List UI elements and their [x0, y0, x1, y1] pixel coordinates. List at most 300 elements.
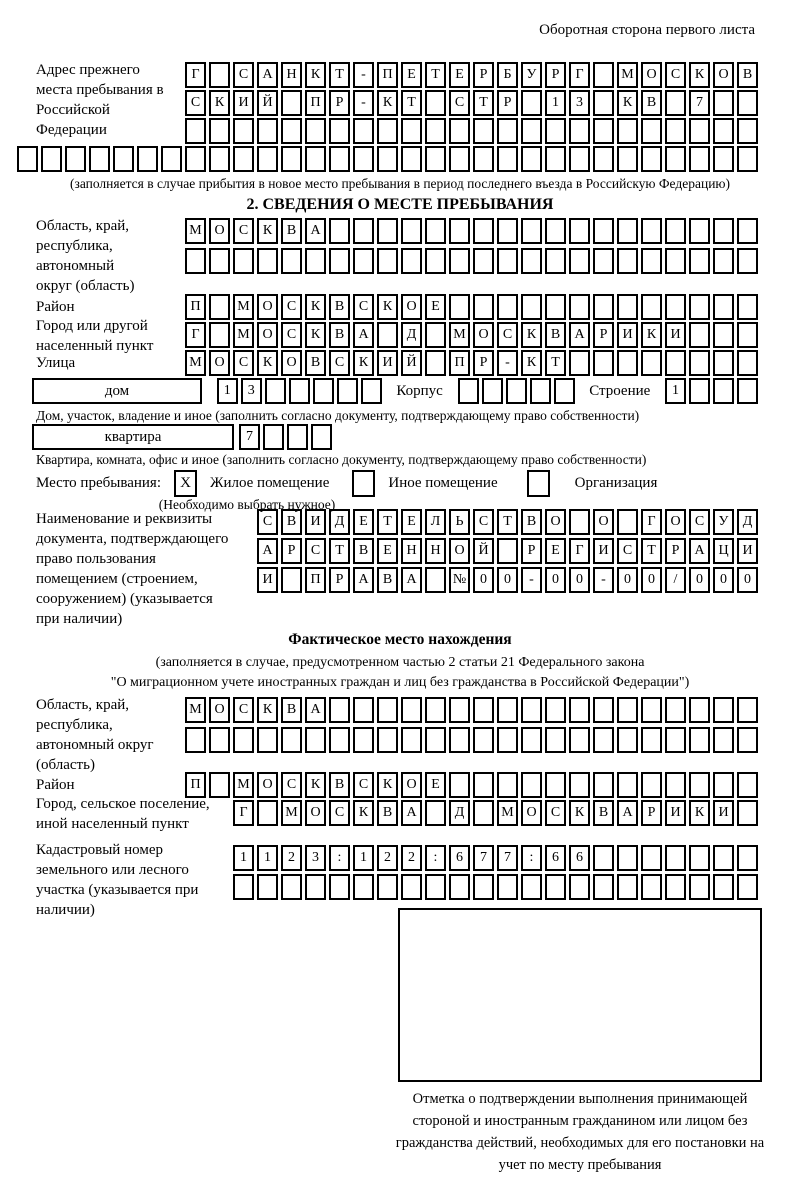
char-box[interactable]	[473, 218, 494, 244]
char-box[interactable]: К	[689, 62, 710, 88]
char-box[interactable]	[265, 378, 286, 404]
char-box[interactable]	[473, 727, 494, 753]
char-box[interactable]	[689, 727, 710, 753]
char-box[interactable]: А	[689, 538, 710, 564]
stay-option-organization-checkbox[interactable]	[527, 470, 550, 497]
char-box[interactable]: Т	[545, 350, 566, 376]
char-box[interactable]: Т	[497, 509, 518, 535]
char-box[interactable]: М	[185, 350, 206, 376]
char-box[interactable]: Н	[425, 538, 446, 564]
char-box[interactable]: К	[353, 800, 374, 826]
char-box[interactable]	[482, 378, 503, 404]
char-box[interactable]	[569, 727, 590, 753]
char-box[interactable]	[305, 727, 326, 753]
char-box[interactable]: Й	[401, 350, 422, 376]
char-box[interactable]	[329, 118, 350, 144]
char-box[interactable]: /	[665, 567, 686, 593]
char-box[interactable]: С	[473, 509, 494, 535]
char-box[interactable]: К	[377, 294, 398, 320]
char-box[interactable]	[497, 538, 518, 564]
char-box[interactable]	[263, 424, 284, 450]
char-box[interactable]: С	[233, 218, 254, 244]
char-box[interactable]	[425, 727, 446, 753]
char-box[interactable]	[305, 874, 326, 900]
char-box[interactable]	[593, 350, 614, 376]
char-box[interactable]	[257, 248, 278, 274]
char-box[interactable]: О	[401, 772, 422, 798]
char-box[interactable]	[449, 697, 470, 723]
char-box[interactable]	[569, 772, 590, 798]
char-box[interactable]: О	[641, 62, 662, 88]
char-box[interactable]: 7	[689, 90, 710, 116]
char-box[interactable]: И	[593, 538, 614, 564]
char-box[interactable]	[713, 146, 734, 172]
char-box[interactable]	[713, 845, 734, 871]
char-box[interactable]	[473, 294, 494, 320]
char-box[interactable]	[209, 62, 230, 88]
char-box[interactable]: Й	[257, 90, 278, 116]
char-box[interactable]	[737, 350, 758, 376]
char-box[interactable]: 1	[665, 378, 686, 404]
char-box[interactable]: Ц	[713, 538, 734, 564]
char-box[interactable]: С	[665, 62, 686, 88]
char-box[interactable]	[617, 772, 638, 798]
char-box[interactable]	[545, 697, 566, 723]
char-box[interactable]	[641, 350, 662, 376]
char-box[interactable]	[689, 378, 710, 404]
char-box[interactable]: И	[665, 322, 686, 348]
char-box[interactable]	[425, 146, 446, 172]
char-box[interactable]: О	[209, 697, 230, 723]
char-box[interactable]: О	[209, 350, 230, 376]
char-box[interactable]	[401, 697, 422, 723]
char-box[interactable]: Р	[545, 62, 566, 88]
char-box[interactable]: М	[185, 218, 206, 244]
char-box[interactable]	[209, 322, 230, 348]
char-box[interactable]	[641, 727, 662, 753]
char-box[interactable]	[713, 727, 734, 753]
char-box[interactable]	[521, 294, 542, 320]
char-box[interactable]	[569, 146, 590, 172]
char-box[interactable]: О	[449, 538, 470, 564]
char-box[interactable]: -	[593, 567, 614, 593]
char-box[interactable]	[530, 378, 551, 404]
char-box[interactable]	[593, 146, 614, 172]
char-box[interactable]: Б	[497, 62, 518, 88]
char-box[interactable]: У	[521, 62, 542, 88]
char-box[interactable]	[89, 146, 110, 172]
char-box[interactable]	[617, 727, 638, 753]
char-box[interactable]: С	[449, 90, 470, 116]
char-box[interactable]: 2	[281, 845, 302, 871]
char-box[interactable]: 0	[497, 567, 518, 593]
char-box[interactable]	[521, 118, 542, 144]
char-box[interactable]: -	[353, 90, 374, 116]
char-box[interactable]: Г	[569, 538, 590, 564]
char-box[interactable]: Д	[737, 509, 758, 535]
char-box[interactable]	[737, 727, 758, 753]
char-box[interactable]: С	[353, 294, 374, 320]
char-box[interactable]: К	[257, 218, 278, 244]
char-box[interactable]	[449, 248, 470, 274]
char-box[interactable]	[521, 772, 542, 798]
char-box[interactable]: В	[281, 509, 302, 535]
char-box[interactable]: П	[449, 350, 470, 376]
char-box[interactable]	[233, 146, 254, 172]
char-box[interactable]: Р	[665, 538, 686, 564]
char-box[interactable]	[497, 874, 518, 900]
char-box[interactable]	[737, 218, 758, 244]
char-box[interactable]	[569, 118, 590, 144]
char-box[interactable]: 7	[497, 845, 518, 871]
char-box[interactable]	[401, 146, 422, 172]
char-box[interactable]	[377, 697, 398, 723]
char-box[interactable]	[689, 218, 710, 244]
char-box[interactable]: Р	[329, 567, 350, 593]
char-box[interactable]: К	[641, 322, 662, 348]
char-box[interactable]: А	[257, 538, 278, 564]
char-box[interactable]: С	[257, 509, 278, 535]
char-box[interactable]	[497, 248, 518, 274]
char-box[interactable]	[593, 218, 614, 244]
char-box[interactable]	[521, 146, 542, 172]
char-box[interactable]	[353, 218, 374, 244]
char-box[interactable]	[545, 294, 566, 320]
char-box[interactable]	[185, 248, 206, 274]
char-box[interactable]: М	[497, 800, 518, 826]
char-box[interactable]	[161, 146, 182, 172]
char-box[interactable]: О	[473, 322, 494, 348]
char-box[interactable]	[281, 146, 302, 172]
char-box[interactable]	[617, 118, 638, 144]
char-box[interactable]	[713, 322, 734, 348]
char-box[interactable]	[593, 697, 614, 723]
char-box[interactable]	[209, 146, 230, 172]
char-box[interactable]	[737, 322, 758, 348]
char-box[interactable]: К	[305, 62, 326, 88]
char-box[interactable]	[641, 697, 662, 723]
char-box[interactable]	[425, 697, 446, 723]
char-box[interactable]	[425, 350, 446, 376]
char-box[interactable]	[281, 90, 302, 116]
char-box[interactable]: 0	[713, 567, 734, 593]
char-box[interactable]	[209, 118, 230, 144]
char-box[interactable]	[329, 697, 350, 723]
char-box[interactable]	[449, 772, 470, 798]
char-box[interactable]	[497, 697, 518, 723]
char-box[interactable]	[641, 772, 662, 798]
char-box[interactable]	[593, 874, 614, 900]
char-box[interactable]: О	[593, 509, 614, 535]
char-box[interactable]: С	[497, 322, 518, 348]
char-box[interactable]: В	[329, 322, 350, 348]
char-box[interactable]	[569, 697, 590, 723]
char-box[interactable]	[449, 294, 470, 320]
char-box[interactable]	[665, 697, 686, 723]
char-box[interactable]	[281, 727, 302, 753]
char-box[interactable]	[233, 874, 254, 900]
char-box[interactable]	[665, 845, 686, 871]
char-box[interactable]	[281, 248, 302, 274]
char-box[interactable]: Р	[641, 800, 662, 826]
char-box[interactable]	[593, 845, 614, 871]
char-box[interactable]	[449, 727, 470, 753]
char-box[interactable]	[593, 294, 614, 320]
char-box[interactable]: С	[329, 350, 350, 376]
char-box[interactable]: В	[281, 218, 302, 244]
char-box[interactable]	[257, 800, 278, 826]
char-box[interactable]: Т	[473, 90, 494, 116]
char-box[interactable]: :	[329, 845, 350, 871]
char-box[interactable]	[593, 248, 614, 274]
char-box[interactable]: 3	[305, 845, 326, 871]
char-box[interactable]: А	[353, 567, 374, 593]
char-box[interactable]	[113, 146, 134, 172]
char-box[interactable]: 0	[641, 567, 662, 593]
char-box[interactable]: Е	[449, 62, 470, 88]
char-box[interactable]	[641, 146, 662, 172]
char-box[interactable]	[737, 874, 758, 900]
char-box[interactable]	[329, 248, 350, 274]
char-box[interactable]	[617, 248, 638, 274]
char-box[interactable]	[737, 845, 758, 871]
char-box[interactable]	[641, 218, 662, 244]
char-box[interactable]	[329, 874, 350, 900]
char-box[interactable]	[665, 727, 686, 753]
char-box[interactable]	[353, 874, 374, 900]
char-box[interactable]	[233, 248, 254, 274]
char-box[interactable]	[287, 424, 308, 450]
char-box[interactable]	[209, 727, 230, 753]
char-box[interactable]	[353, 727, 374, 753]
char-box[interactable]: 1	[217, 378, 238, 404]
char-box[interactable]: Т	[641, 538, 662, 564]
char-box[interactable]: Г	[185, 62, 206, 88]
char-box[interactable]: С	[689, 509, 710, 535]
char-box[interactable]	[425, 567, 446, 593]
char-box[interactable]: Р	[497, 90, 518, 116]
char-box[interactable]: И	[257, 567, 278, 593]
char-box[interactable]: :	[521, 845, 542, 871]
char-box[interactable]: А	[353, 322, 374, 348]
char-box[interactable]	[689, 294, 710, 320]
char-box[interactable]	[257, 874, 278, 900]
char-box[interactable]: 0	[473, 567, 494, 593]
char-box[interactable]	[617, 509, 638, 535]
char-box[interactable]	[313, 378, 334, 404]
char-box[interactable]	[425, 90, 446, 116]
char-box[interactable]	[665, 350, 686, 376]
char-box[interactable]	[401, 874, 422, 900]
char-box[interactable]: С	[545, 800, 566, 826]
char-box[interactable]: В	[329, 294, 350, 320]
char-box[interactable]: К	[257, 350, 278, 376]
char-box[interactable]: 6	[545, 845, 566, 871]
char-box[interactable]: С	[281, 772, 302, 798]
char-box[interactable]: 7	[473, 845, 494, 871]
char-box[interactable]: М	[233, 294, 254, 320]
char-box[interactable]	[665, 90, 686, 116]
char-box[interactable]	[281, 118, 302, 144]
char-box[interactable]: С	[329, 800, 350, 826]
char-box[interactable]	[737, 90, 758, 116]
char-box[interactable]	[641, 118, 662, 144]
char-box[interactable]: Е	[425, 294, 446, 320]
char-box[interactable]	[233, 118, 254, 144]
char-box[interactable]: 0	[689, 567, 710, 593]
char-box[interactable]	[361, 378, 382, 404]
char-box[interactable]	[353, 697, 374, 723]
char-box[interactable]	[401, 727, 422, 753]
char-box[interactable]: О	[257, 322, 278, 348]
char-box[interactable]: 7	[239, 424, 260, 450]
char-box[interactable]: К	[689, 800, 710, 826]
char-box[interactable]	[473, 146, 494, 172]
char-box[interactable]: В	[521, 509, 542, 535]
char-box[interactable]: 0	[569, 567, 590, 593]
char-box[interactable]	[617, 294, 638, 320]
char-box[interactable]: В	[377, 800, 398, 826]
stay-option-residential-checkbox[interactable]: X	[174, 470, 197, 497]
char-box[interactable]	[569, 874, 590, 900]
char-box[interactable]	[458, 378, 479, 404]
char-box[interactable]	[569, 350, 590, 376]
char-box[interactable]: И	[665, 800, 686, 826]
char-box[interactable]	[449, 874, 470, 900]
char-box[interactable]	[617, 697, 638, 723]
char-box[interactable]: О	[521, 800, 542, 826]
char-box[interactable]	[593, 772, 614, 798]
char-box[interactable]: О	[305, 800, 326, 826]
char-box[interactable]: В	[329, 772, 350, 798]
char-box[interactable]: Е	[401, 62, 422, 88]
char-box[interactable]	[425, 118, 446, 144]
char-box[interactable]: 1	[233, 845, 254, 871]
char-box[interactable]	[593, 90, 614, 116]
char-box[interactable]: М	[233, 772, 254, 798]
char-box[interactable]	[713, 772, 734, 798]
char-box[interactable]: Г	[185, 322, 206, 348]
char-box[interactable]	[665, 294, 686, 320]
char-box[interactable]: С	[617, 538, 638, 564]
char-box[interactable]	[506, 378, 527, 404]
char-box[interactable]	[353, 248, 374, 274]
char-box[interactable]: С	[233, 697, 254, 723]
char-box[interactable]: К	[257, 697, 278, 723]
char-box[interactable]	[569, 248, 590, 274]
char-box[interactable]: П	[305, 567, 326, 593]
char-box[interactable]: 1	[545, 90, 566, 116]
char-box[interactable]: В	[353, 538, 374, 564]
char-box[interactable]	[65, 146, 86, 172]
char-box[interactable]	[665, 218, 686, 244]
char-box[interactable]	[521, 874, 542, 900]
char-box[interactable]	[617, 350, 638, 376]
char-box[interactable]	[641, 845, 662, 871]
char-box[interactable]: И	[377, 350, 398, 376]
char-box[interactable]	[545, 248, 566, 274]
char-box[interactable]: О	[713, 62, 734, 88]
char-box[interactable]: И	[305, 509, 326, 535]
char-box[interactable]	[617, 845, 638, 871]
char-box[interactable]: К	[521, 322, 542, 348]
char-box[interactable]: Г	[569, 62, 590, 88]
char-box[interactable]: К	[617, 90, 638, 116]
char-box[interactable]	[569, 509, 590, 535]
char-box[interactable]	[17, 146, 38, 172]
char-box[interactable]: К	[305, 772, 326, 798]
char-box[interactable]	[689, 697, 710, 723]
char-box[interactable]	[689, 874, 710, 900]
char-box[interactable]	[641, 874, 662, 900]
char-box[interactable]	[521, 218, 542, 244]
char-box[interactable]: Й	[473, 538, 494, 564]
char-box[interactable]	[617, 146, 638, 172]
char-box[interactable]: В	[305, 350, 326, 376]
char-box[interactable]: Е	[401, 509, 422, 535]
char-box[interactable]	[689, 118, 710, 144]
char-box[interactable]	[617, 874, 638, 900]
char-box[interactable]: Е	[377, 538, 398, 564]
char-box[interactable]	[377, 727, 398, 753]
char-box[interactable]: Е	[353, 509, 374, 535]
char-box[interactable]: 0	[545, 567, 566, 593]
char-box[interactable]: 0	[617, 567, 638, 593]
char-box[interactable]	[257, 727, 278, 753]
char-box[interactable]	[473, 248, 494, 274]
char-box[interactable]	[497, 294, 518, 320]
char-box[interactable]	[689, 772, 710, 798]
char-box[interactable]	[425, 322, 446, 348]
char-box[interactable]	[713, 218, 734, 244]
char-box[interactable]: В	[641, 90, 662, 116]
char-box[interactable]	[401, 248, 422, 274]
char-box[interactable]: К	[569, 800, 590, 826]
char-box[interactable]: А	[401, 567, 422, 593]
char-box[interactable]	[377, 146, 398, 172]
char-box[interactable]	[497, 146, 518, 172]
char-box[interactable]: С	[233, 62, 254, 88]
char-box[interactable]: 6	[569, 845, 590, 871]
char-box[interactable]	[737, 248, 758, 274]
char-box[interactable]	[353, 146, 374, 172]
char-box[interactable]: И	[617, 322, 638, 348]
char-box[interactable]: 6	[449, 845, 470, 871]
char-box[interactable]	[337, 378, 358, 404]
char-box[interactable]: -	[353, 62, 374, 88]
char-box[interactable]: А	[305, 697, 326, 723]
char-box[interactable]: М	[449, 322, 470, 348]
char-box[interactable]	[569, 218, 590, 244]
char-box[interactable]: В	[281, 697, 302, 723]
char-box[interactable]: О	[257, 294, 278, 320]
char-box[interactable]	[329, 218, 350, 244]
char-box[interactable]	[289, 378, 310, 404]
char-box[interactable]: А	[617, 800, 638, 826]
char-box[interactable]: И	[233, 90, 254, 116]
char-box[interactable]	[281, 874, 302, 900]
char-box[interactable]	[521, 90, 542, 116]
char-box[interactable]: Е	[545, 538, 566, 564]
char-box[interactable]: О	[257, 772, 278, 798]
char-box[interactable]	[689, 350, 710, 376]
char-box[interactable]	[497, 218, 518, 244]
char-box[interactable]	[689, 248, 710, 274]
char-box[interactable]: К	[377, 90, 398, 116]
char-box[interactable]: К	[209, 90, 230, 116]
char-box[interactable]: Ь	[449, 509, 470, 535]
char-box[interactable]: С	[233, 350, 254, 376]
